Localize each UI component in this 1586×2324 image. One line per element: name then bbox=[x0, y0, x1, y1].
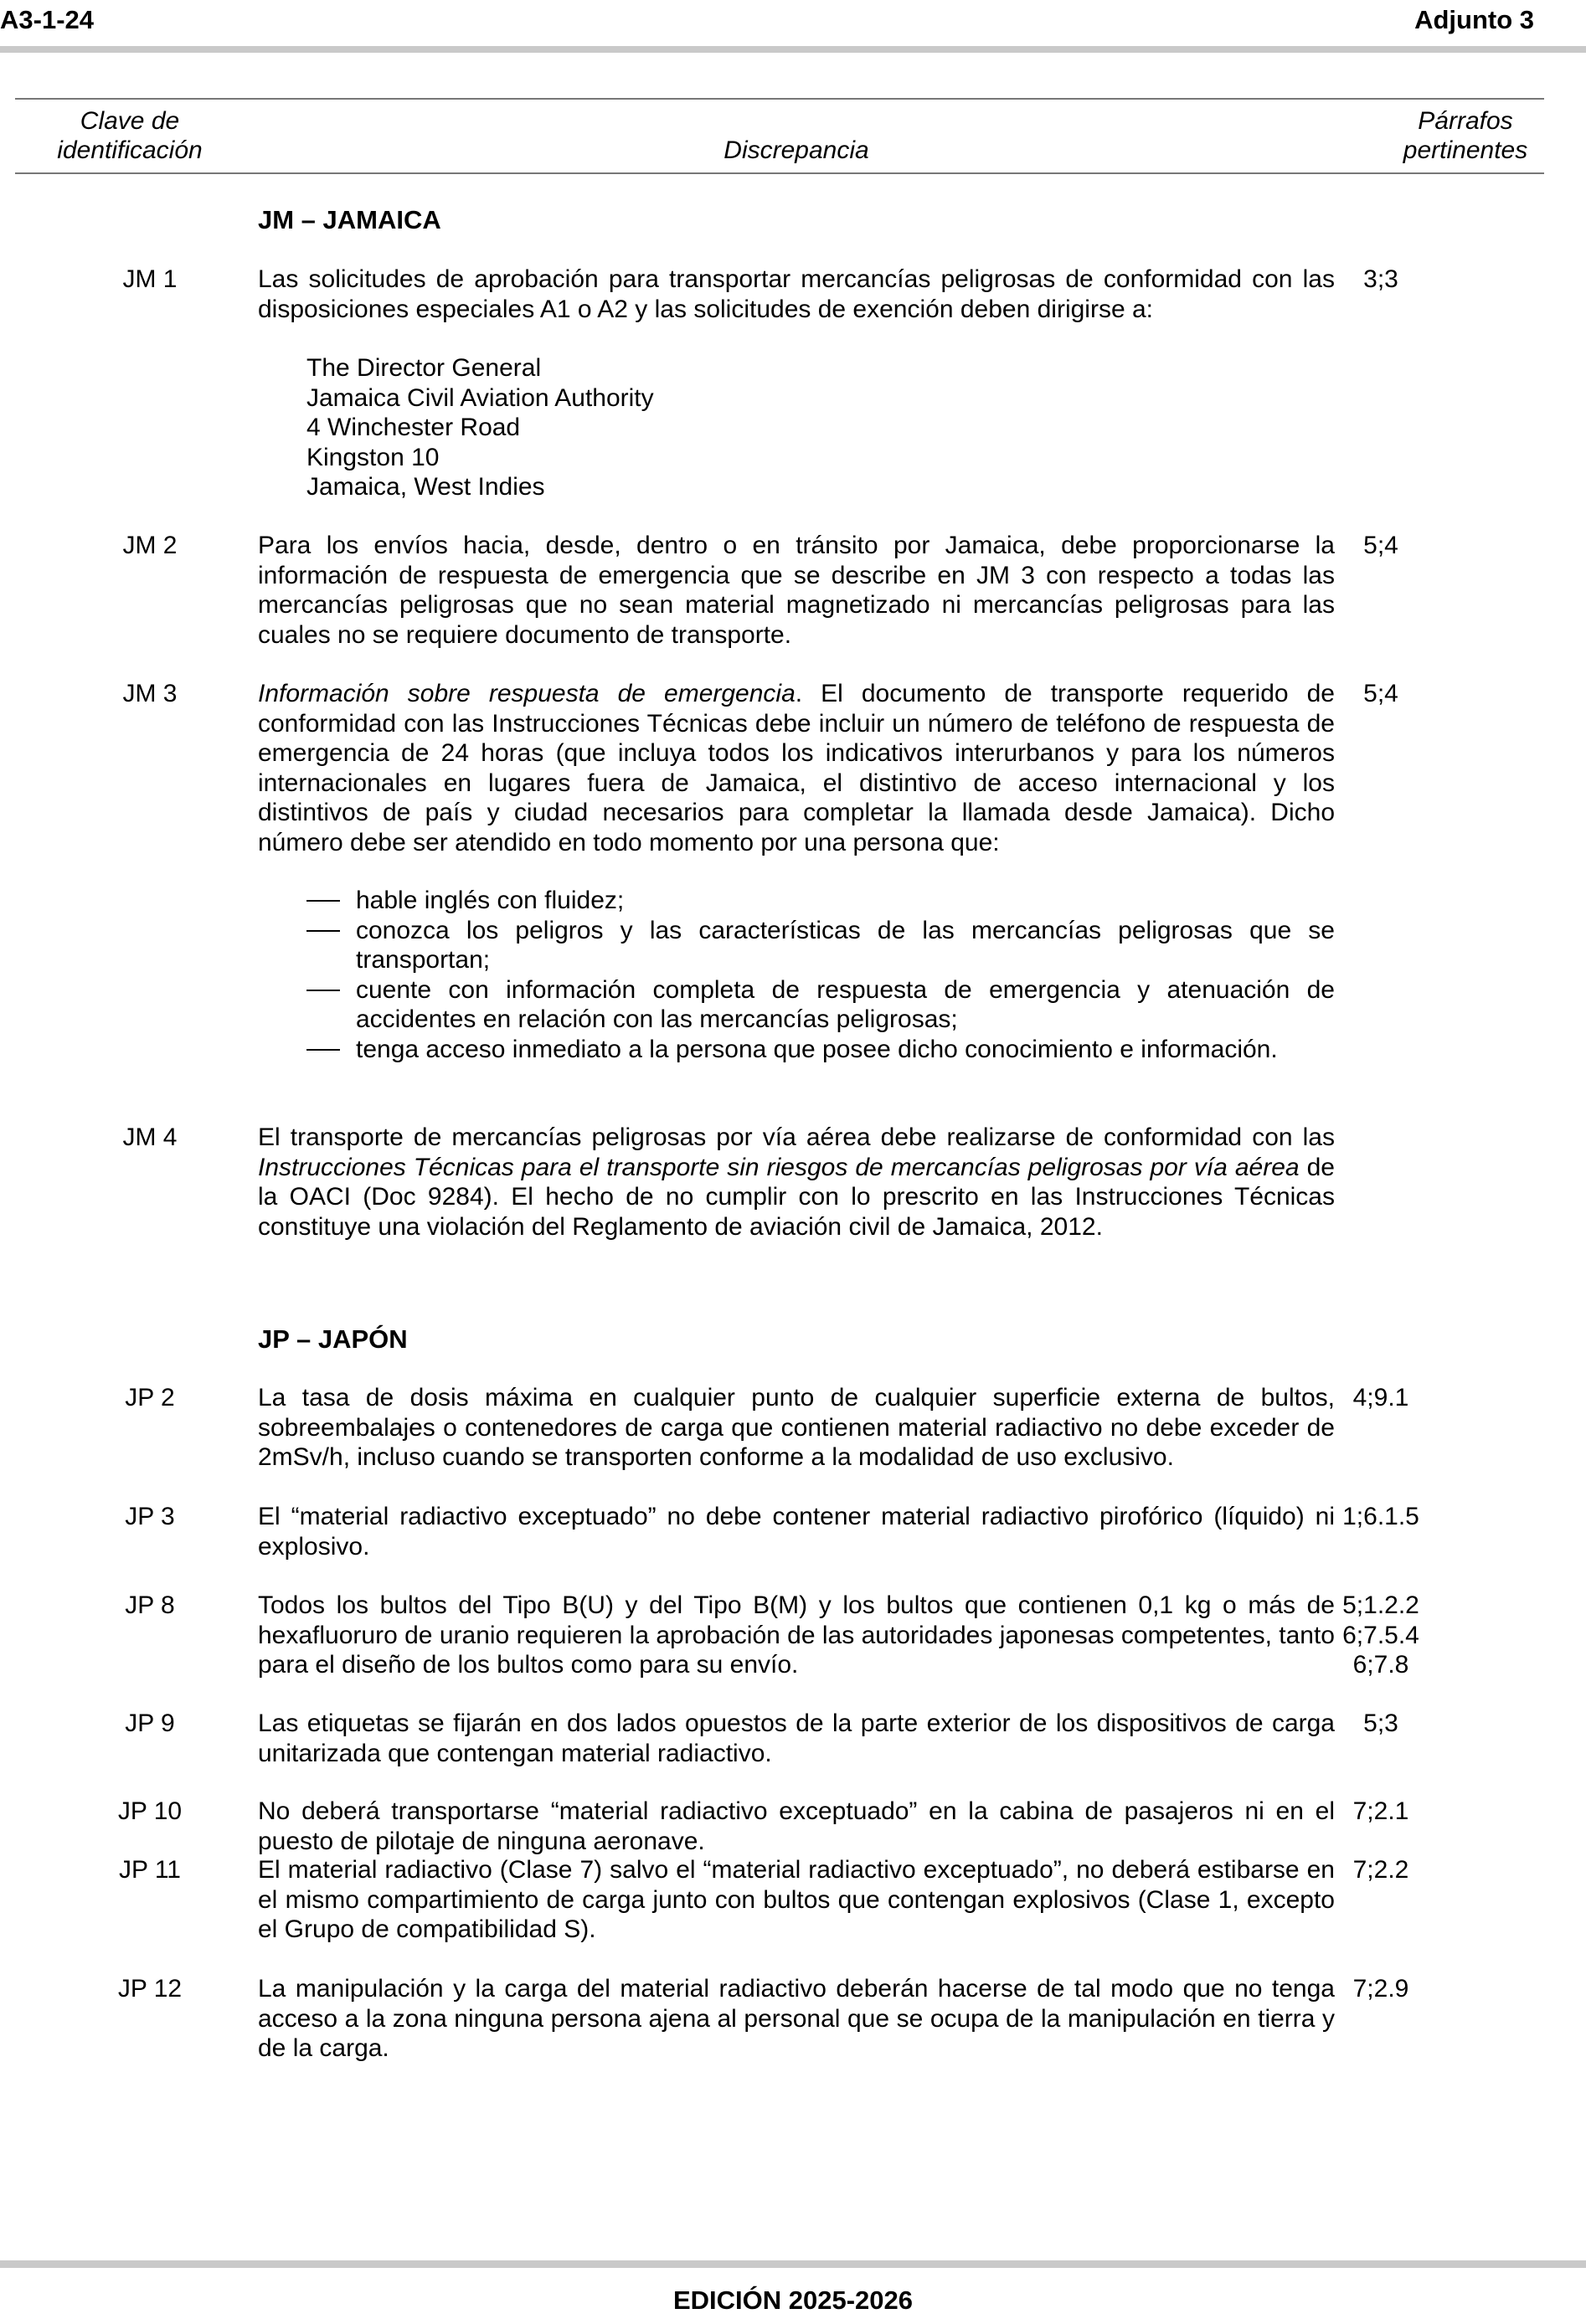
entry-reference: 7;2.2 bbox=[1352, 1856, 1409, 1884]
entry-reference: 1;6.1.5 bbox=[1342, 1503, 1419, 1530]
table-top-rule bbox=[15, 98, 1544, 100]
entry-text: Información sobre respuesta de emergencia. El documento de transporte requerido de conformidad con las Instrucciones Técnicas debe incluir un número de teléfono de respuesta de emergencia de 24 horas (que incluya todos los indicativos interurbanos y para los números internacionales en lugares fuera de Jamaica, el distintivo de acceso internacional y los distintivos de país y ciudad necesarios para completar la llamada desde Jamaica). Dicho número debe ser atendido en todo momento por una persona que: bbox=[258, 680, 1335, 856]
list-item: cuente con información completa de respuesta de emergencia y atenuación de accidentes en relación con las mercancías peligrosas; bbox=[306, 975, 1335, 1035]
entry-code: JM 4 bbox=[122, 1123, 178, 1151]
entry-text: El transporte de mercancías peligrosas por vía aérea debe realizarse de conformidad con las Instrucciones Técnicas para el transporte sin riesgos de mercancías peligrosas por vía aérea de la OACI (Doc 9284). El hecho de no cumplir con lo prescrito en las Instrucciones Técnicas constituye una violación del Reglamento de aviación civil de Jamaica, 2012. bbox=[258, 1123, 1335, 1241]
entry-text: El material radiactivo (Clase 7) salvo el “material radiactivo exceptuado”, no deberá estibarse en el mismo compartimiento de carga junto con bultos que contengan explosivos (Clase 1, excepto el Grupo de compatibilidad S). bbox=[258, 1856, 1335, 1943]
country-heading-japan: JP – JAPÓN bbox=[258, 1324, 408, 1354]
entry-reference: 5;4 bbox=[1363, 532, 1398, 559]
header-rule bbox=[0, 46, 1586, 53]
entry-code: JP 11 bbox=[119, 1856, 181, 1884]
entry-text: Las solicitudes de aprobación para transportar mercancías peligrosas de conformidad con las disposiciones especiales A1 o A2 y las solicitudes de exención deben dirigirse a: bbox=[258, 265, 1335, 323]
address-block: The Director General Jamaica Civil Aviation Authority 4 Winchester Road Kingston 10 Jamaica, West Indies bbox=[306, 354, 654, 501]
entry-code: JM 2 bbox=[122, 532, 178, 559]
entry-text: Para los envíos hacia, desde, dentro o en tránsito por Jamaica, debe proporcionarse la información de respuesta de emergencia que se describe en JM 3 con respecto a todas las mercancías peligrosas que no sean material magnetizado ni mercancías peligrosas para las cuales no se requiere documento de transporte. bbox=[258, 532, 1335, 649]
list-item: conozca los peligros y las características de las mercancías peligrosas que se transportan; bbox=[306, 916, 1335, 975]
entry-text: Las etiquetas se fijarán en dos lados opuestos de la parte exterior de los dispositivos de carga unitarizada que contengan material radiactivo. bbox=[258, 1710, 1335, 1767]
table-header-rule bbox=[15, 172, 1544, 174]
entry-code: JP 9 bbox=[125, 1710, 175, 1737]
country-heading-jamaica: JM – JAMAICA bbox=[258, 205, 441, 234]
edition-footer: EDICIÓN 2025-2026 bbox=[672, 2285, 914, 2315]
entry-reference: 4;9.1 bbox=[1352, 1384, 1409, 1411]
entry-code: JP 10 bbox=[117, 1797, 183, 1825]
page-number: A3-1-24 bbox=[0, 5, 94, 34]
entry-code: JP 12 bbox=[117, 1975, 183, 2003]
column-header-id: Clave de identificación bbox=[57, 107, 203, 164]
entry-code: JM 1 bbox=[122, 265, 178, 293]
footer-rule bbox=[0, 2260, 1586, 2268]
entry-code: JP 2 bbox=[125, 1384, 175, 1411]
entry-reference: 5;4 bbox=[1363, 680, 1398, 707]
entry-text: El “material radiactivo exceptuado” no debe contener material radiactivo pirofórico (líquido) ni explosivo. bbox=[258, 1503, 1335, 1560]
entry-reference: 7;2.1 bbox=[1352, 1797, 1409, 1825]
entry-reference: 5;3 bbox=[1363, 1710, 1398, 1737]
entry-text: Todos los bultos del Tipo B(U) y del Tipo B(M) y los bultos que contienen 0,1 kg o más de hexafluoruro de uranio requieren la aprobación de las autoridades japonesas competentes, tanto para el diseño de los bultos como para su envío. bbox=[258, 1591, 1335, 1679]
entry-text: La tasa de dosis máxima en cualquier punto de cualquier superficie externa de bultos, sobreembalajes o contenedores de carga que contienen material radiactivo no debe exceder de 2mSv/h, incluso cuando se transporten conforme a la modalidad de uso exclusivo. bbox=[258, 1384, 1335, 1471]
list-item: tenga acceso inmediato a la persona que posee dicho conocimiento e información. bbox=[306, 1035, 1335, 1065]
entry-code: JP 3 bbox=[125, 1503, 175, 1530]
entry-code: JM 3 bbox=[122, 680, 178, 707]
column-header-paragraphs: Párrafos pertinentes bbox=[1403, 107, 1528, 164]
entry-code: JP 8 bbox=[125, 1591, 175, 1619]
entry-text: La manipulación y la carga del material radiactivo deberán hacerse de tal modo que no tenga acceso a la zona ninguna persona ajena al personal que se ocupa de la manipulación en tierra y de la carga. bbox=[258, 1975, 1335, 2062]
entry-reference: 3;3 bbox=[1363, 265, 1398, 293]
attachment-label: Adjunto 3 bbox=[1414, 5, 1534, 34]
entry-text: No deberá transportarse “material radiactivo exceptuado” en la cabina de pasajeros ni en el puesto de pilotaje de ninguna aeronave. bbox=[258, 1797, 1335, 1855]
list-item: hable inglés con fluidez; bbox=[306, 886, 1335, 916]
entry-reference: 7;2.9 bbox=[1352, 1975, 1409, 2003]
requirements-list bbox=[306, 886, 1335, 1064]
entry-reference: 5;1.2.2 6;7.5.4 6;7.8 bbox=[1342, 1591, 1419, 1679]
column-header-discrepancy: Discrepancia bbox=[723, 136, 869, 164]
